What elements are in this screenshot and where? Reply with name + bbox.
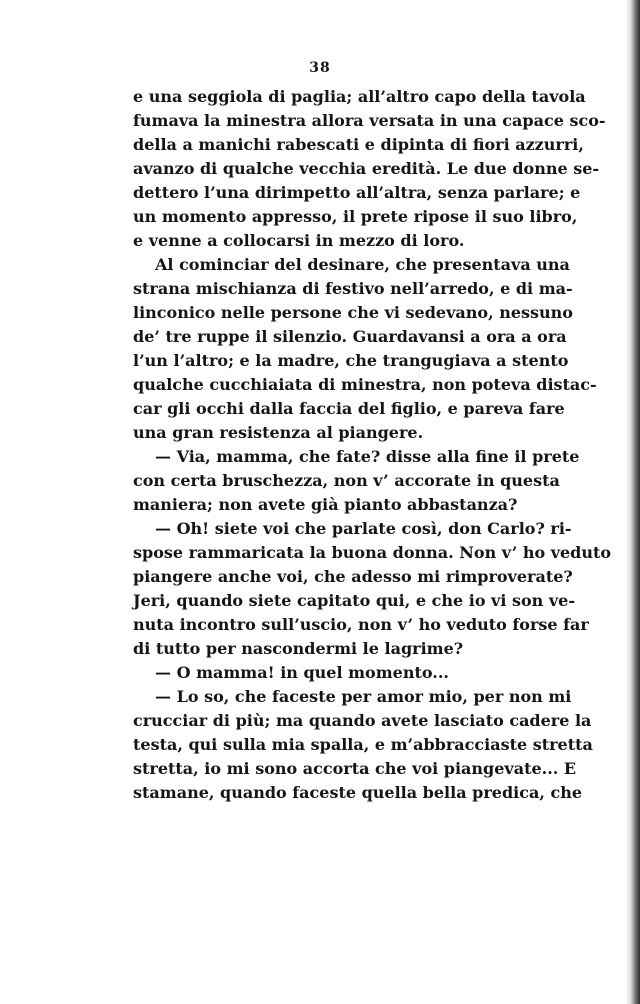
text-line: maniera; non avete già pianto abbastanza? bbox=[133, 495, 518, 514]
text-line: — Via, mamma, che fate? disse alla fine il prete bbox=[155, 447, 580, 466]
text-line: testa, qui sulla mia spalla, e m’abbracciaste stretta bbox=[133, 735, 593, 754]
text-line: e una seggiola di paglia; all’altro capo della tavola bbox=[133, 87, 586, 106]
text-line: stamane, quando faceste quella bella predica, che bbox=[133, 783, 583, 802]
text-line: crucciar di più; ma quando avete lasciato cadere la bbox=[133, 711, 592, 730]
text-line: de’ tre ruppe il silenzio. Guardavansi a ora a ora bbox=[133, 327, 567, 346]
text-line: dettero l’una dirimpetto all’altra, senza parlare; e bbox=[133, 183, 581, 202]
body-text bbox=[133, 85, 612, 805]
text-line: nuta incontro sull’uscio, non v’ ho veduto forse far bbox=[133, 615, 589, 634]
text-line: di tutto per nascondermi le lagrime? bbox=[133, 639, 464, 658]
text-line: fumava la minestra allora versata in una capace sco- bbox=[133, 111, 606, 130]
text-line: con certa bruschezza, non v’ accorate in questa bbox=[133, 471, 560, 490]
text-line: — Oh! siete voi che parlate così, don Carlo? ri- bbox=[155, 519, 572, 538]
text-line: piangere anche voi, che adesso mi rimproverate? bbox=[133, 567, 573, 586]
text-line: l’un l’altro; e la madre, che trangugiava a stento bbox=[133, 351, 569, 370]
text-line: avanzo di qualche vecchia eredità. Le due donne se- bbox=[133, 159, 600, 178]
text-line: una gran resistenza al piangere. bbox=[133, 423, 424, 442]
text-line: Al cominciar del desinare, che presentava una bbox=[155, 255, 570, 274]
text-line: stretta, io mi sono accorta che voi piangevate... E bbox=[133, 759, 577, 778]
text-line: spose rammaricata la buona donna. Non v’ ho veduto bbox=[133, 543, 612, 562]
text-line: qualche cucchiaiata di minestra, non poteva distac- bbox=[133, 375, 597, 394]
page-edge-shadow bbox=[626, 0, 640, 1004]
text-line: un momento appresso, il prete ripose il suo libro, bbox=[133, 207, 578, 226]
text-line: e venne a collocarsi in mezzo di loro. bbox=[133, 231, 465, 250]
text-line: della a manichi rabescati e dipinta di fiori azzurri, bbox=[133, 135, 584, 154]
text-line: linconico nelle persone che vi sedevano, nessuno bbox=[133, 303, 573, 322]
page-number: 38 bbox=[309, 60, 331, 76]
text-line: Jeri, quando siete capitato qui, e che io vi son ve- bbox=[133, 591, 575, 610]
text-line: — O mamma! in quel momento... bbox=[155, 663, 449, 682]
text-line: car gli occhi dalla faccia del figlio, e pareva fare bbox=[133, 399, 565, 418]
text-line: strana mischianza di festivo nell’arredo, e di ma- bbox=[133, 279, 573, 298]
text-line: — Lo so, che faceste per amor mio, per non mi bbox=[155, 687, 572, 706]
